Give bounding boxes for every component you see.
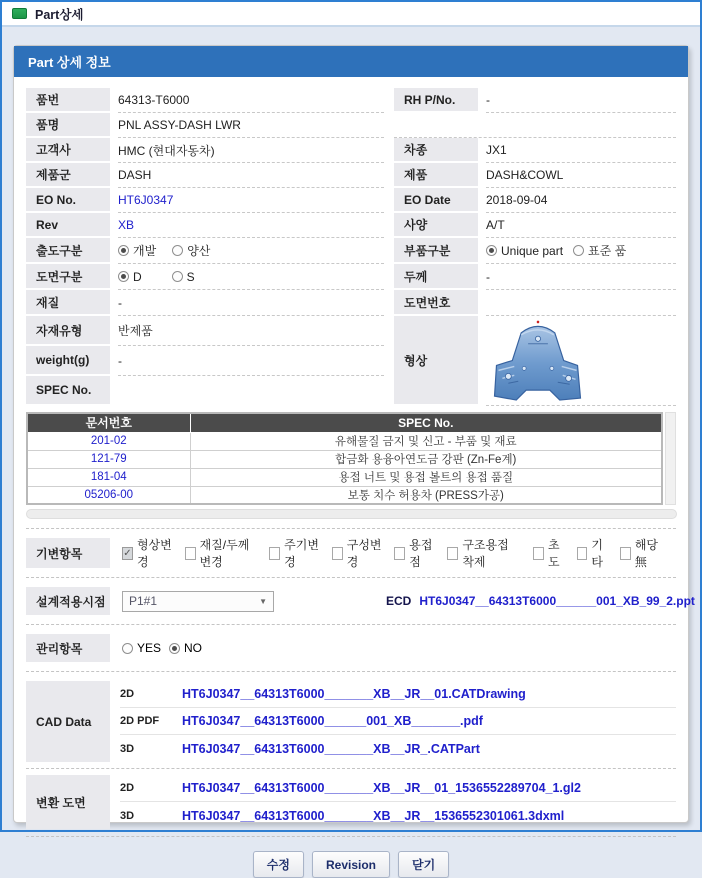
row-part-type — [394, 238, 676, 264]
rev-cell — [118, 213, 384, 238]
radio-selected-icon — [486, 245, 497, 256]
vehicle-value: JX1 — [486, 138, 676, 163]
checkbox-weld-point[interactable] — [394, 536, 437, 570]
row-part-no — [26, 88, 384, 113]
checkbox-not-applicable[interactable] — [620, 536, 666, 570]
part-detail-panel — [13, 45, 695, 872]
part-no-label: 품번 — [26, 88, 110, 113]
row-drawing-type — [26, 264, 384, 290]
row-right-empty — [394, 113, 676, 138]
row-weight — [26, 346, 384, 376]
row-rh-pno — [394, 88, 676, 113]
checkbox-icon — [447, 547, 458, 560]
radio-icon — [122, 643, 133, 654]
checkbox-first-run[interactable] — [533, 536, 566, 570]
cad-2dpdf-file-link[interactable]: HT6J0347__64313T6000______001_XB_______.pdf — [182, 714, 483, 728]
manage-item-label: 관리항목 — [26, 634, 110, 662]
spec-table — [26, 412, 663, 505]
spec-desc-cell: 용접 너트 및 용접 볼트의 용접 품질 — [190, 468, 662, 486]
converted-2d-file-link[interactable]: HT6J0347__64313T6000_______XB__JR__01_1536552289704_1.gl2 — [182, 781, 581, 795]
revision-button[interactable]: Revision — [312, 851, 390, 878]
manage-no-option[interactable] — [169, 641, 202, 655]
change-items-row — [26, 538, 676, 568]
checkbox-label: 해당 無 — [634, 538, 659, 569]
rev-label: Rev — [26, 213, 110, 238]
section-divider — [26, 528, 676, 529]
spec-table-row — [27, 486, 662, 504]
checkbox-icon — [394, 547, 405, 560]
spec-table-wrap — [26, 412, 676, 505]
chevron-down-icon: ▼ — [259, 596, 267, 606]
ecd-file-link[interactable]: HT6J0347__64313T6000______001_XB_99_2.ppt — [419, 594, 695, 608]
checkbox-structural-adhesive[interactable] — [447, 536, 519, 570]
checkbox-shape-change[interactable] — [122, 536, 175, 570]
material-value: - — [118, 290, 384, 316]
section-divider — [26, 577, 676, 578]
row-material — [26, 290, 384, 316]
checkbox-label: 용접점 — [409, 538, 433, 569]
section-divider — [26, 671, 676, 672]
row-release-type — [26, 238, 384, 264]
button-row — [26, 851, 676, 878]
manage-yes-label: YES — [137, 641, 162, 655]
design-point-row — [26, 587, 695, 615]
row-eo-date — [394, 188, 676, 213]
checkbox-etc[interactable] — [577, 536, 610, 570]
checkbox-icon — [577, 547, 588, 560]
converted-2d-type: 2D — [120, 782, 135, 794]
cad-2dpdf-type: 2D PDF — [120, 715, 160, 727]
radio-selected-icon — [118, 245, 129, 256]
ecd-caption: ECD — [386, 594, 412, 608]
row-thickness — [394, 264, 676, 290]
shape-cell — [486, 316, 676, 406]
doc-no-link[interactable]: 201-02 — [90, 435, 127, 447]
drawing-d-option[interactable] — [118, 270, 142, 284]
converted-3d-row — [120, 802, 676, 829]
part-shape-image — [486, 319, 590, 403]
close-button[interactable]: 닫기 — [398, 851, 449, 878]
manage-item-row — [26, 634, 676, 662]
release-dev-label: 개발 — [133, 244, 157, 258]
material-type-value: 반제품 — [118, 316, 384, 346]
checkbox-material-thickness-change[interactable] — [185, 536, 260, 570]
drawing-no-label: 도면번호 — [394, 290, 478, 316]
part-name-label: 품명 — [26, 113, 110, 138]
row-material-type — [26, 316, 384, 346]
radio-selected-icon — [169, 643, 180, 654]
product-group-value: DASH — [118, 163, 384, 188]
row-shape — [394, 316, 676, 406]
doc-no-cell — [27, 450, 190, 468]
checkbox-icon — [332, 547, 343, 560]
drawing-s-label: S — [186, 269, 195, 284]
eo-date-value: 2018-09-04 — [486, 188, 676, 213]
panel-title: Part 상세 정보 — [14, 46, 688, 77]
release-mass-option[interactable] — [172, 242, 210, 259]
manage-item-radiogroup — [122, 641, 676, 655]
manage-yes-option[interactable] — [122, 641, 161, 655]
info-column-right — [394, 88, 676, 406]
shape-label: 형상 — [394, 316, 478, 406]
converted-3d-type: 3D — [120, 809, 135, 822]
customer-value: HMC (현대자동차) — [118, 138, 384, 163]
doc-no-cell — [27, 468, 190, 486]
spec-table-row — [27, 432, 662, 450]
converted-3d-file-link[interactable]: HT6J0347__64313T6000_______XB__JR__1536552301061.3dxml — [182, 808, 565, 823]
vehicle-label: 차종 — [394, 138, 478, 163]
cad-data-rows — [120, 681, 676, 762]
release-mass-label: 양산 — [187, 244, 211, 258]
drawing-no-value — [486, 290, 676, 316]
design-point-content — [122, 591, 695, 612]
spec-label: 사양 — [394, 213, 478, 238]
eo-no-cell — [118, 188, 384, 213]
checkbox-icon — [269, 547, 280, 560]
thickness-value: - — [486, 264, 676, 290]
cad-2dpdf-row — [120, 708, 676, 735]
spec-table-row — [27, 468, 662, 486]
checkbox-label: 초도 — [548, 538, 560, 569]
converted-drawing-label: 변환 도면 — [26, 775, 110, 829]
cad-data-label: CAD Data — [26, 681, 110, 762]
release-type-radiogroup — [118, 238, 384, 264]
product-group-label: 제품군 — [26, 163, 110, 188]
rev-link[interactable]: XB — [118, 218, 135, 232]
spec-no-label: SPEC No. — [26, 376, 110, 406]
cad-2d-type: 2D — [120, 688, 135, 700]
spec-table-hscrollbar[interactable] — [26, 509, 677, 519]
radio-icon — [573, 245, 584, 256]
radio-icon — [172, 271, 183, 282]
row-vehicle — [394, 138, 676, 163]
edit-button[interactable]: 수정 — [253, 851, 304, 878]
thickness-label: 두께 — [394, 264, 478, 290]
spec-desc-cell: 합금화 용융아연도금 강판 (Zn-Fe계) — [190, 450, 662, 468]
cad-2d-file-link[interactable]: HT6J0347__64313T6000_______XB__JR__01.CATDrawing — [182, 687, 526, 701]
design-point-selected-value: P1#1 — [129, 594, 158, 608]
eo-date-label: EO Date — [394, 188, 478, 213]
part-detail-icon — [12, 8, 27, 19]
spec-table-row — [27, 450, 662, 468]
row-product-group — [26, 163, 384, 188]
release-dev-option[interactable] — [118, 242, 156, 259]
checkbox-label: 구성변경 — [346, 538, 382, 569]
part-type-radiogroup — [486, 238, 676, 264]
checked-checkbox-icon: ✓ — [123, 547, 132, 559]
radio-icon — [172, 245, 183, 256]
converted-drawing-rows — [120, 775, 676, 829]
material-type-label: 자재유형 — [26, 316, 110, 346]
ecd-wrap — [386, 594, 695, 608]
part-type-standard-option[interactable] — [573, 242, 626, 259]
change-items-label: 기변항목 — [26, 538, 110, 568]
spec-table-header-row — [27, 413, 662, 432]
eo-no-link[interactable]: HT6J0347 — [118, 193, 174, 207]
product-value: DASH&COWL — [486, 163, 676, 188]
checkbox-label: 주기변경 — [284, 538, 319, 569]
converted-drawing-block — [26, 775, 676, 829]
spec-col-doc-no: 문서번호 — [27, 413, 190, 432]
checkbox-icon — [185, 547, 196, 560]
rh-pno-value: - — [486, 88, 676, 113]
drawing-d-label: D — [133, 269, 142, 284]
row-spec — [394, 213, 676, 238]
release-type-label: 출도구분 — [26, 238, 110, 264]
part-type-standard-label: 표준 품 — [588, 244, 627, 258]
material-label: 재질 — [26, 290, 110, 316]
checkbox-label: 형상변경 — [136, 538, 172, 569]
doc-no-cell — [27, 486, 190, 504]
manage-no-label: NO — [184, 641, 203, 655]
row-rev — [26, 213, 384, 238]
window-title: Part상세 — [35, 7, 84, 22]
row-spec-no — [26, 376, 384, 406]
info-column-left — [26, 88, 384, 406]
checkbox-composition-change[interactable] — [332, 536, 385, 570]
checkbox-icon — [533, 547, 544, 560]
drawing-type-label: 도면구분 — [26, 264, 110, 290]
info-form — [26, 88, 676, 406]
doc-no-cell — [27, 432, 190, 450]
cad-data-block — [26, 681, 676, 762]
spec-table-vscrollbar[interactable] — [665, 412, 676, 505]
change-items-group — [122, 536, 676, 570]
part-type-unique-option[interactable] — [486, 244, 563, 258]
checkbox-icon — [620, 547, 631, 560]
product-label: 제품 — [394, 163, 478, 188]
doc-no-link[interactable]: 181-04 — [90, 471, 127, 483]
window-header — [2, 2, 700, 27]
row-eo-no — [26, 188, 384, 213]
row-drawing-no — [394, 290, 676, 316]
spec-value: A/T — [486, 213, 676, 238]
part-type-unique-label: Unique part — [501, 243, 564, 258]
spec-col-spec-no: SPEC No. — [190, 413, 662, 432]
cad-3d-row — [120, 735, 676, 762]
converted-2d-row — [120, 775, 676, 802]
cad-3d-file-link[interactable]: HT6J0347__64313T6000_______XB__JR_.CATPart — [182, 741, 480, 756]
empty-dashed-row — [394, 113, 676, 138]
part-name-value: PNL ASSY-DASH LWR — [118, 113, 384, 138]
drawing-type-radiogroup — [118, 264, 384, 290]
customer-label: 고객사 — [26, 138, 110, 163]
row-part-name — [26, 113, 384, 138]
cad-2d-row — [120, 681, 676, 708]
section-divider — [26, 768, 676, 769]
section-divider — [26, 836, 676, 837]
panel-body — [14, 77, 695, 878]
spec-desc-cell: 유해물질 금지 및 신고 - 부품 및 재료 — [190, 432, 662, 450]
row-product — [394, 163, 676, 188]
checkbox-label: 재질/두께변경 — [199, 538, 250, 569]
row-customer — [26, 138, 384, 163]
eo-no-label: EO No. — [26, 188, 110, 213]
weight-value: - — [118, 346, 384, 376]
checkbox-cycle-change[interactable] — [269, 536, 322, 570]
drawing-s-option[interactable] — [172, 270, 195, 284]
weight-label: weight(g) — [26, 346, 110, 376]
section-divider — [26, 624, 676, 625]
design-point-label: 설계적용시점 — [26, 587, 110, 615]
rh-pno-label: RH P/No. — [394, 88, 478, 113]
spec-no-value — [118, 376, 384, 406]
radio-selected-icon — [118, 271, 129, 282]
checkbox-label: 구조용접착제 — [462, 538, 509, 569]
cad-3d-type: 3D — [120, 742, 135, 755]
part-type-label: 부품구분 — [394, 238, 478, 264]
doc-no-link[interactable]: 05206-00 — [84, 488, 134, 501]
design-point-select[interactable] — [122, 591, 274, 612]
checkbox-label: 기타 — [591, 538, 603, 569]
doc-no-link[interactable]: 121-79 — [90, 453, 127, 465]
part-no-value: 64313-T6000 — [118, 88, 384, 113]
spec-desc-cell: 보통 치수 허용차 (PRESS가공) — [190, 486, 662, 504]
